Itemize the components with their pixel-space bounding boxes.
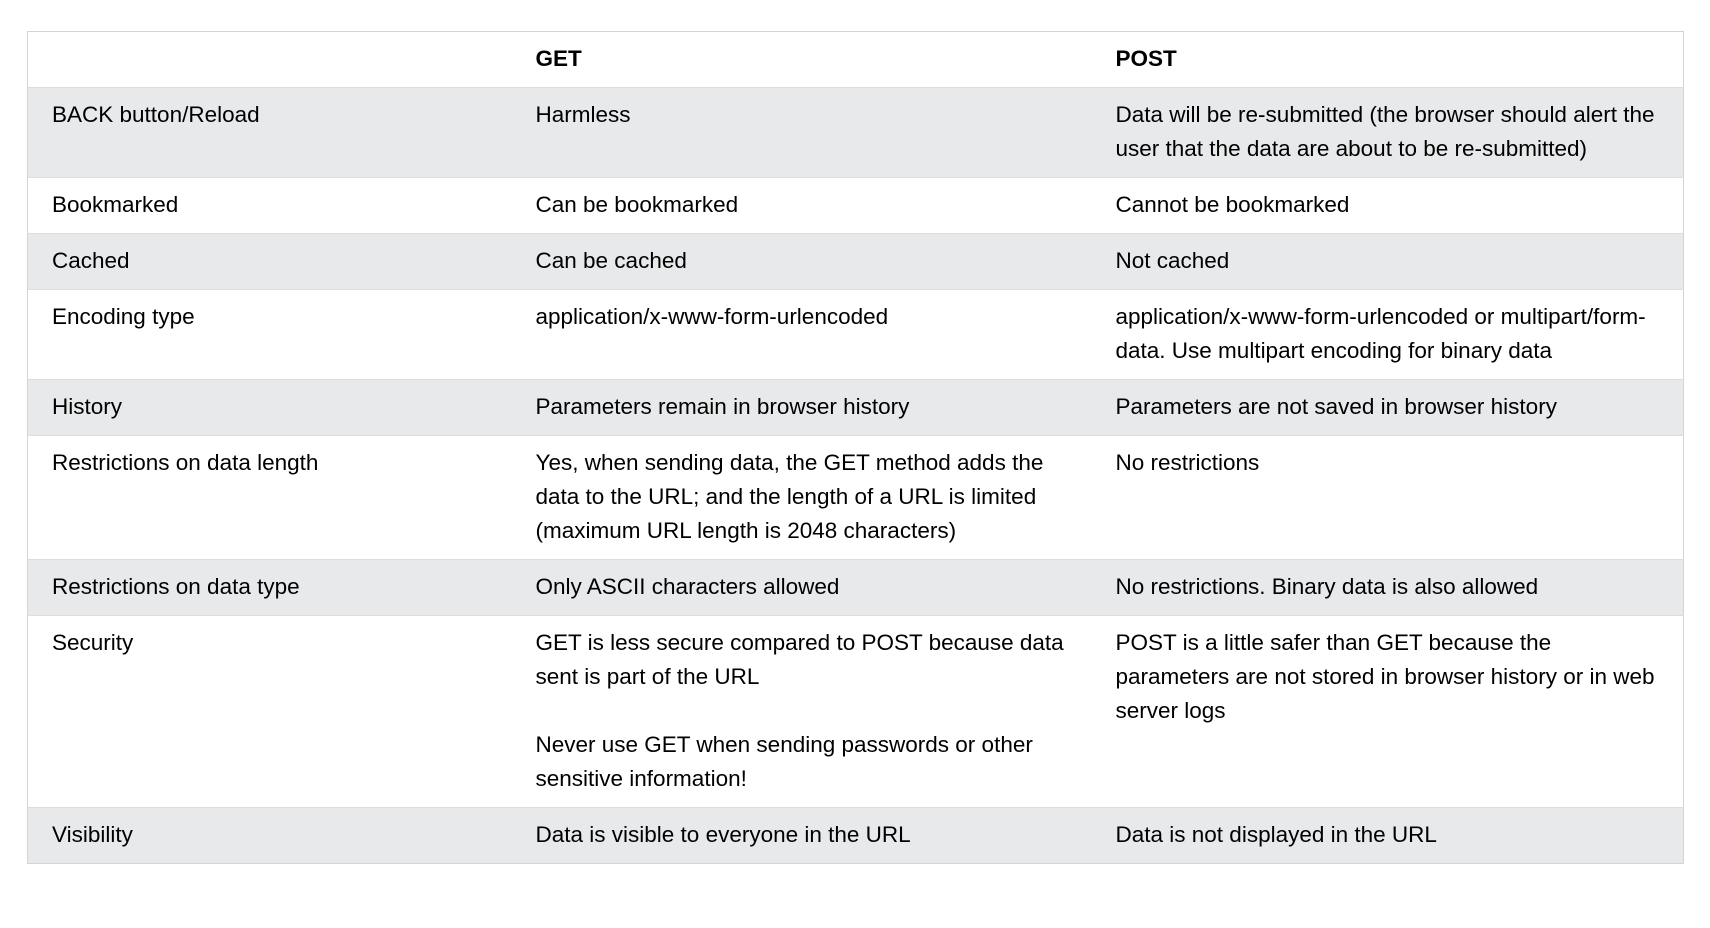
post-text: No restrictions: [1115, 450, 1260, 475]
cell-get: [512, 178, 1092, 234]
cell-get: [512, 88, 1092, 178]
post-text: Parameters are not saved in browser history: [1115, 394, 1557, 419]
table-header: [28, 32, 1684, 88]
post-text: No restrictions. Binary data is also allowed: [1115, 574, 1539, 599]
cell-post: [1092, 88, 1684, 178]
table-row: [28, 808, 1684, 864]
post-text: application/x-www-form-urlencoded or multipart/form-data. Use multipart encoding for binary data: [1115, 304, 1646, 363]
row-label: Restrictions on data length: [28, 436, 512, 560]
get-text: Can be cached: [535, 248, 687, 273]
table-body: [28, 88, 1684, 864]
get-text: Harmless: [535, 102, 631, 127]
cell-get: [512, 808, 1092, 864]
row-label: Encoding type: [28, 290, 512, 380]
post-text: Data is not displayed in the URL: [1115, 822, 1437, 847]
cell-get: [512, 380, 1092, 436]
cell-post: [1092, 808, 1684, 864]
header-cell-post: POST: [1092, 32, 1684, 88]
get-text: Never use GET when sending passwords or other sensitive information!: [535, 732, 1033, 791]
cell-get: [512, 436, 1092, 560]
row-label: Restrictions on data type: [28, 560, 512, 616]
table-row: [28, 234, 1684, 290]
post-text: Data will be re-submitted (the browser should alert the user that the data are about to be re-submitted): [1115, 102, 1655, 161]
cell-post: [1092, 178, 1684, 234]
post-text: POST is a little safer than GET because the parameters are not stored in browser history or in web server logs: [1115, 630, 1655, 723]
cell-get: [512, 560, 1092, 616]
table-row: [28, 88, 1684, 178]
cell-post: [1092, 290, 1684, 380]
post-text: Not cached: [1115, 248, 1230, 273]
get-text: Parameters remain in browser history: [535, 394, 910, 419]
cell-post: [1092, 436, 1684, 560]
cell-post: [1092, 560, 1684, 616]
cell-post: [1092, 380, 1684, 436]
cell-post: [1092, 616, 1684, 808]
get-text: GET is less secure compared to POST because data sent is part of the URL: [535, 630, 1064, 689]
get-text: Can be bookmarked: [535, 192, 739, 217]
row-label: History: [28, 380, 512, 436]
table-row: [28, 290, 1684, 380]
get-text: Only ASCII characters allowed: [535, 574, 840, 599]
row-label: BACK button/Reload: [28, 88, 512, 178]
header-row: [28, 32, 1684, 88]
cell-get: [512, 290, 1092, 380]
table-row: [28, 560, 1684, 616]
header-cell-feature: [28, 32, 512, 88]
post-text: Cannot be bookmarked: [1115, 192, 1350, 217]
comparison-table-container: [27, 31, 1683, 864]
cell-get: [512, 234, 1092, 290]
table-row: [28, 436, 1684, 560]
get-text: application/x-www-form-urlencoded: [535, 304, 889, 329]
row-label: Bookmarked: [28, 178, 512, 234]
get-post-comparison-table: [27, 31, 1684, 864]
cell-get: [512, 616, 1092, 808]
table-row: [28, 380, 1684, 436]
get-text: Yes, when sending data, the GET method adds the data to the URL; and the length of a URL is limited (maximum URL length is 2048 characters): [535, 450, 1044, 543]
table-row: [28, 616, 1684, 808]
row-label: Security: [28, 616, 512, 808]
cell-post: [1092, 234, 1684, 290]
header-cell-get: GET: [512, 32, 1092, 88]
get-text: Data is visible to everyone in the URL: [535, 822, 911, 847]
table-row: [28, 178, 1684, 234]
row-label: Cached: [28, 234, 512, 290]
row-label: Visibility: [28, 808, 512, 864]
